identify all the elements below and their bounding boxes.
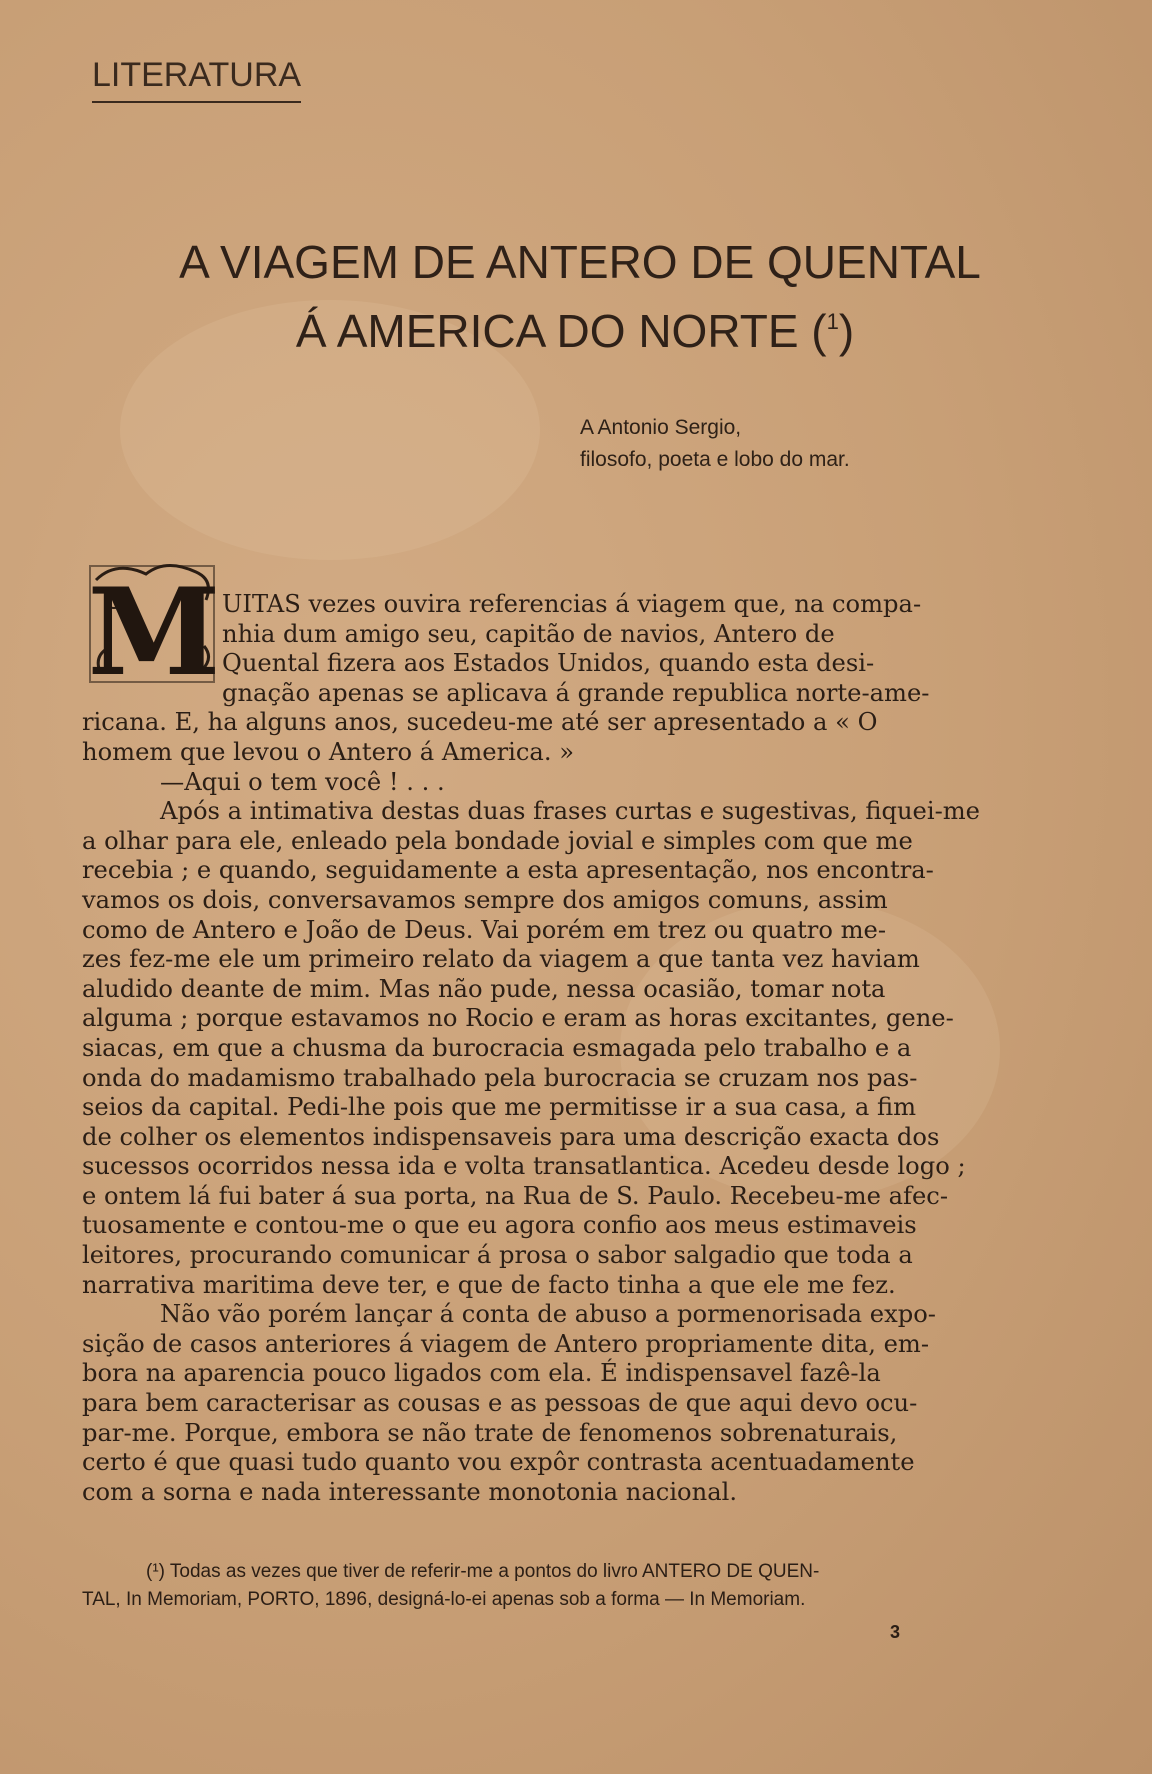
text-line: alguma ; porque estavamos no Rocio e eram as horas excitantes, gene-: [82, 1004, 954, 1033]
dedication: [580, 412, 850, 476]
text-line: Após a intimativa destas duas frases curtas e sugestivas, fiquei-me: [160, 797, 981, 826]
text-line: nhia dum amigo seu, capitão de navios, Antero de: [222, 619, 835, 648]
article-title: [90, 232, 1070, 361]
text-line: Quental fizera aos Estados Unidos, quando esta desi-: [222, 649, 875, 678]
text-line: de colher os elementos indispensaveis para uma descrição exacta dos: [82, 1122, 940, 1151]
dropcap-letter: M: [87, 562, 221, 690]
text-line: —Aqui o tem você ! . . .: [160, 767, 445, 796]
footnote-line-1: (¹) Todas as vezes que tiver de referir-me a pontos do livro ANTERO DE QUEN-: [146, 1561, 820, 1582]
text-line: homem que levou o Antero á America. »: [82, 737, 575, 766]
text-line: onda do madamismo trabalhado pela burocracia se cruzam nos pas-: [82, 1063, 918, 1092]
footnote-line-2: TAL, In Memoriam, PORTO, 1896, designá-lo-ei apenas sob a forma — In Memoriam.: [82, 1589, 806, 1610]
text-line: narrativa maritima deve ter, e que de facto tinha a que ele me fez.: [82, 1270, 896, 1299]
title-line-2: Á AMERICA DO NORTE ($^1$): [295, 305, 855, 357]
paragraph-4: [82, 1300, 974, 1507]
text-line: bora na aparencia pouco ligados com ela. É indispensavel fazê-la: [82, 1359, 881, 1388]
text-line: para bem caracterisar as cousas e as pessoas de que aqui devo ocu-: [82, 1389, 918, 1418]
title-footnote-mark: 1: [826, 309, 839, 334]
paragraph-2: [82, 768, 974, 798]
article-body: [82, 590, 981, 1507]
paragraph-1: [82, 590, 974, 768]
text-line: siacas, em que a chusma da burocracia esmagada pelo trabalho e a: [82, 1033, 912, 1062]
text-line: como de Antero e João de Deus. Vai porém em trez ou quatro me-: [82, 915, 887, 944]
text-line: vamos os dois, conversavamos sempre dos amigos comuns, assim: [82, 885, 888, 914]
text-line: par-me. Porque, embora se não trate de fenomenos sobrenaturais,: [82, 1418, 898, 1447]
text-line: com a sorna e nada interessante monotonia nacional.: [82, 1477, 738, 1506]
footnote: [82, 1558, 974, 1614]
text-line: UITAS vezes ouvira referencias á viagem que, na compa-: [222, 590, 922, 618]
title-line-1: A VIAGEM DE ANTERO DE QUENTAL: [179, 236, 981, 288]
text-line: certo é que quasi tudo quanto vou expôr contrasta acentuadamente: [82, 1448, 915, 1477]
text-line: e ontem lá fui bater á sua porta, na Rua de S. Paulo. Recebeu-me afec-: [82, 1181, 948, 1210]
text-line: Não vão porém lançar á conta de abuso a pormenorisada expo-: [160, 1300, 936, 1329]
text-line: sição de casos anteriores á viagem de Antero propriamente dita, em-: [82, 1329, 930, 1358]
text-line: ricana. E, ha alguns anos, sucedeu-me até ser apresentado a « O: [82, 708, 878, 737]
dedication-line-2: filosofo, poeta e lobo do mar.: [580, 448, 850, 471]
text-line: sucessos ocorridos nessa ida e volta transatlantica. Acedeu desde logo ;: [82, 1152, 966, 1181]
text-line: zes fez-me ele um primeiro relato da viagem a que tanta vez haviam: [82, 945, 920, 974]
text-line: tuosamente e contou-me o que eu agora confio aos meus estimaveis: [82, 1211, 917, 1240]
page-number: 3: [890, 1622, 901, 1642]
text-line: recebia ; e quando, seguidamente a esta apresentação, nos encontra-: [82, 856, 934, 885]
text-line: a olhar para ele, enleado pela bondade jovial e simples com que me: [82, 826, 913, 855]
paragraph-3: [82, 797, 981, 1300]
text-line: leitores, procurando comunicar á prosa o sabor salgadio que toda a: [82, 1241, 913, 1270]
text-line: gnação apenas se aplicava á grande republica norte-ame-: [222, 678, 930, 707]
dedication-line-1: A Antonio Sergio,: [580, 416, 742, 439]
text-line: aludido deante de mim. Mas não pude, nessa ocasião, tomar nota: [82, 974, 886, 1003]
text-line: seios da capital. Pedi-lhe pois que me permitisse ir a sua casa, a fim: [82, 1093, 917, 1122]
section-label: LITERATURA: [92, 56, 301, 103]
